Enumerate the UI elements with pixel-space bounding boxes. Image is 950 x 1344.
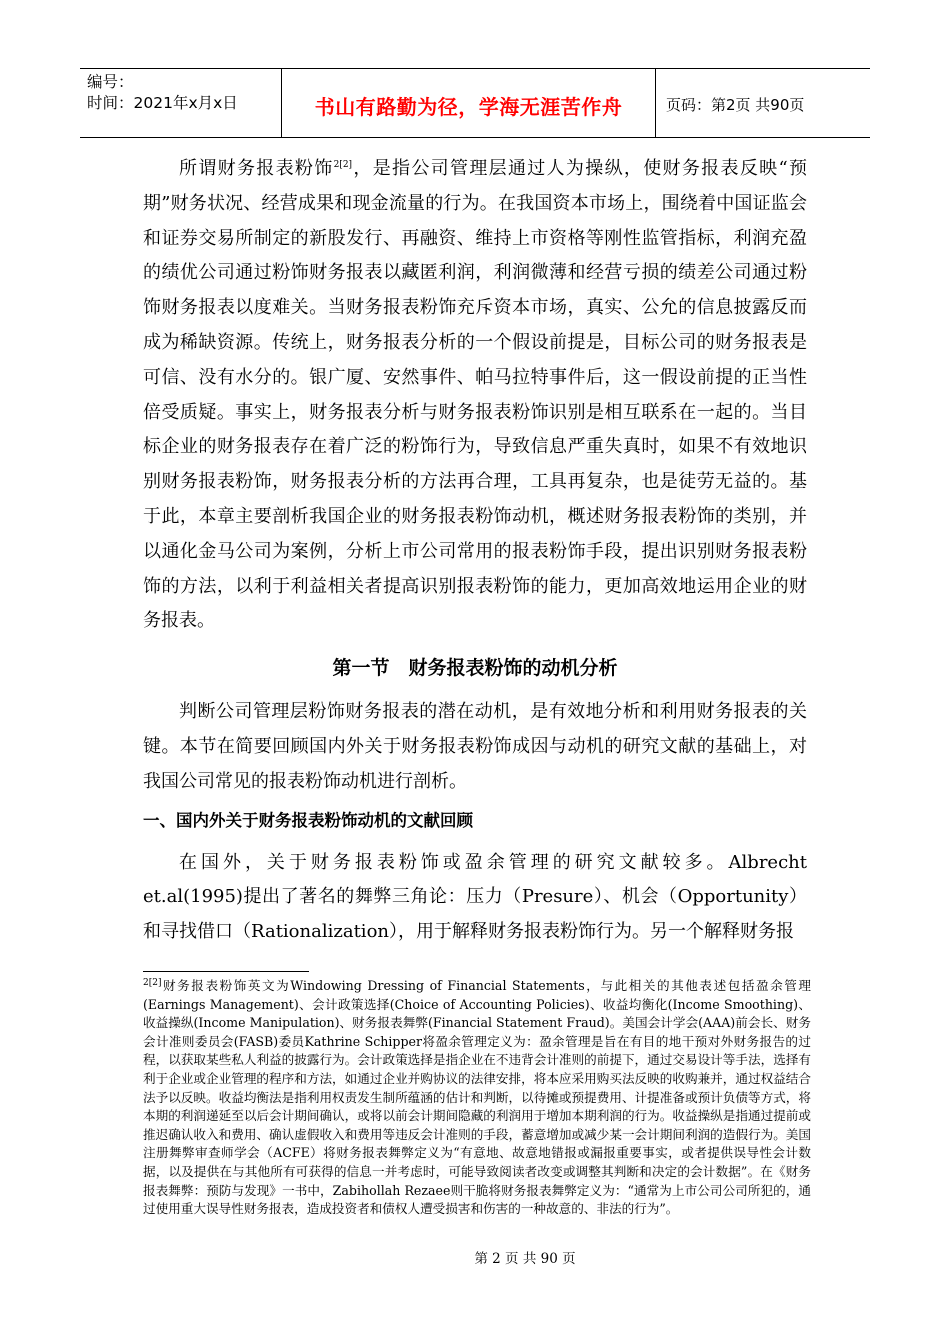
document-body [143,152,807,950]
intro-text-part1: 所谓财务报表粉饰 [179,158,334,179]
header-time: 时间：2021年x月x日 [87,94,238,112]
footnote-marker: 2[2] [143,977,162,988]
intro-paragraph [143,152,807,639]
header-meta [80,69,282,137]
header-number: 编号： [87,73,134,91]
footnote-text: 财务报表粉饰英文为Windowing Dressing of Financial Statements，与此相关的其他表述包括盈余管理(Earnings Management)、会计政策选择(Choice of Accounting Policies)、收益均衡化(Income Smoothing)、收益操纵(Income Manipulation)、财务报表舞弊(Financial Statement Fraud)。美国会计学会(AAA)前会长、财务会计准则委员会(FASB)委员Kathrine Schipper将盈余管理定义为：盈余管理是旨在有目的地干预对外财务报告的过程，以获取某些私人利益的披露行为。会计政策选择是指企业在不违背会计准则的前提下，通过交易设计等手法，选择有利于企业或企业管理的程序和方法，如通过企业并购协议的法律安排，将本应采用购买法反映的收购兼并，通过权益结合法予以反映。收益均衡法是指利用权责发生制所蕴涵的估计和判断，以待摊或预提费用、计提准备或预计负债等方式，将本期的利润递延至以后会计期间确认，或将以前会计期间隐藏的利润用于增加本期利润的行为。收益操纵是指通过提前或推迟确认收入和费用、确认虚假收入和费用等违反会计准则的手段，蓄意增加或减少某一会计期间利润的造假行为。美国注册舞弊审查师学会（ACFE）将财务报表舞弊定义为“有意地、故意地错报或漏报重要事实，或者提供误导性会计数据，以及提供在与其他所有可获得的信息一并考虑时，可能导致阅读者改变或调整其判断和决定的会计数据”。在《财务报表舞弊：预防与发现》一书中，Zabihollah Rezaee则干脆将财务报表舞弊定义为：“通常为上市公司公司所犯的，通过使用重大误导性财务报表，造成投资者和债权人遭受损害和伤害的一种故意的、非法的行为”。 [143,978,811,1217]
page-number: 第 2 页 共 90 页 [474,1251,576,1267]
section-paragraph: 判断公司管理层粉饰财务报表的潜在动机，是有效地分析和利用财务报表的关键。本节在简要回顾国内外关于财务报表粉饰成因与动机的研究文献的基础上，对我国公司常见的报表粉饰动机进行剖析。 [143,701,807,792]
page-header [80,68,870,138]
footnote-reference[interactable]: 2[2] [333,160,353,170]
intro-text-part2: ，是指公司管理层通过人为操纵，使财务报表反映“预期”财务状况、经营成果和现金流量的行为。在我国资本市场上，围绕着中国证监会和证券交易所制定的新股发行、再融资、维持上市资格等刚性监管指标，利润充盈的绩优公司通过粉饰财务报表以藏匿利润，利润微薄和经营亏损的绩差公司通过粉饰财务报表以度难关。当财务报表粉饰充斥资本市场，真实、公允的信息披露反而成为稀缺资源。传统上，财务报表分析的一个假设前提是，目标公司的财务报表是可信、没有水分的。银广厦、安然事件、帕马拉特事件后，这一假设前提的正当性倍受质疑。事实上，财务报表分析与财务报表粉饰识别是相互联系在一起的。当目标企业的财务报表存在着广泛的粉饰行为，导致信息严重失真时，如果不有效地识别财务报表粉饰，财务报表分析的方法再合理，工具再复杂，也是徒劳无益的。基于此，本章主要剖析我国企业的财务报表粉饰动机，概述财务报表粉饰的类别，并以通化金马公司为案例，分析上市公司常用的报表粉饰手段，提出识别财务报表粉饰的方法，以利于利益相关者提高识别报表粉饰的能力，更加高效地运用企业的财务报表。 [143,158,807,632]
section-heading: 第一节 财务报表粉饰的动机分析 [332,657,618,680]
header-motto: 书山有路勤为径，学海无涯苦作舟 [282,69,656,137]
footnote-separator [143,971,309,972]
subsection-heading: 一、国内外关于财务报表粉饰动机的文献回顾 [143,810,473,830]
subsection-paragraph: 在国外，关于财务报表粉饰或盈余管理的研究文献较多。Albrecht et.al(1995)提出了著名的舞弊三角论：压力（Presure）、机会（Opportunity）和寻找借口（Rationalization），用于解释财务报表粉饰行为。另一个解释财务报 [143,851,807,943]
header-page-info: 页码：第2页 共90页 [666,96,805,114]
footnote [143,977,811,1219]
